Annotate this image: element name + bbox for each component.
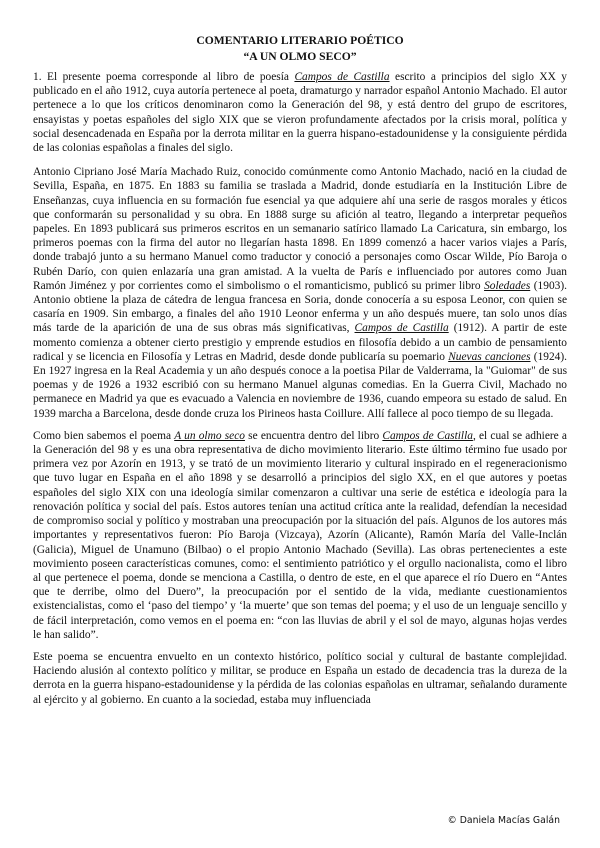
- copyright-footer: © Daniela Macías Galán: [447, 815, 560, 826]
- book-title-soledades: Soledades: [484, 279, 531, 292]
- paragraph-4: Este poema se encuentra envuelto en un contexto histórico, político social y cultural de bastante complejidad. Haciendo alusión al contexto político y militar, se produce en España un estado de decadencia tras la dureza de la derrota en la guerra hispano-estadounidense y la pérdida de las colonias españolas en ultramar, señalando duramente al ejército y al gobierno. En cuanto a la sociedad, estaba muy influenciada: [33, 650, 567, 706]
- document-title: COMENTARIO LITERARIO POÉTICO: [196, 34, 404, 47]
- paragraph-3-text-b: se encuentra dentro del libro: [244, 429, 383, 442]
- book-title-campos-de-castilla: Campos de Castilla: [294, 71, 390, 83]
- paragraph-1-text-a: 1. El presente poema corresponde al libro de poesía: [33, 71, 295, 83]
- book-title-campos-de-castilla: Campos de Castilla: [382, 429, 473, 442]
- paragraph-1-text-b: escrito a principios del siglo XX y publicado en el año 1912, cuya autoría pertenece al poeta, dramaturgo y narrador español Antonio Machado. El autor pertenece a lo que los críticos denominaron como la Generación del 98, y está dentro del grupo de escritores, ensayistas y poetas españoles del siglo XIX que se vieron profundamente afectados por la crisis moral, política y social desencadenada en España por la derrota militar en la guerra hispano-estadounidense y la consiguiente pérdida de las colonias españolas a finales del siglo.: [33, 71, 568, 155]
- paragraph-1: [33, 70, 567, 155]
- document-page: [33, 34, 567, 717]
- paragraph-2-text-c: (1912). A partir de este momento comienza a obtener cierto prestigio y emprende estudios en filosofía debido a un cambio de pensamiento radical y se licencia en Filosofía y Letras en Madrid, desde donde publicaría su poemario: [33, 322, 567, 363]
- paragraph-3: [33, 429, 567, 642]
- paragraph-2-text-a: Antonio Cipriano José María Machado Ruiz, conocido comúnmente como Antonio Machado, nació en la ciudad de Sevilla, España, en 1875. En 1883 su familia se traslada a Madrid, donde estudiaría en la Institución Libre de Enseñanzas, cuya influencia en su formación fue esencial ya que adquiere ahí una serie de rasgos morales y éticos que conformarán su personalidad y su obra. En 1888 surge su afición al teatro, llegando a interpretar pequeños papeles. En 1893 publicará sus primeros escritos en un semanario satírico llamado La Caricatura, sin embargo, los primeros poemas con la firma del autor no llegarían hasta 1898. En 1899 comenzó a hacer varios viajes a París, donde trabajó junto a su hermano Manuel como traductor y conoció a personajes como Oscar Wilde, Pío Baroja o Rubén Darío, con quien enlazaría una gran amistad. A la vuelta de París e influenciado por autores como Juan Ramón Jiménez y por corrientes como el simbolismo o el romanticismo, publicó su primer libro: [33, 166, 567, 292]
- poem-title: “A UN OLMO SECO”: [243, 50, 357, 63]
- book-title-nuevas-canciones: Nuevas canciones: [448, 350, 531, 363]
- poem-title-a-un-olmo-seco: A un olmo seco: [174, 429, 245, 442]
- paragraph-2-text-d: (1924). En 1927 ingresa en la Real Academia y un año después conoce a la poetisa Pilar de Valderrama, la "Guiomar" de sus poemas y de 1926 a 1932 escribió con su hermano Manuel algunas comedias. En la Guerra Civil, Machado no permanece en Madrid ya que es evacuado a Valencia en noviembre de 1936, cuando empeora su estado de salud. En 1939 marcha a Barcelona, desde donde cruza los Pirineos hasta Coillure. Allí fallece al poco tiempo de su llegada.: [33, 350, 567, 420]
- paragraph-2: [33, 165, 567, 421]
- paragraph-3-text-c: , el cual se adhiere a la Generación del 98 y es una obra representativa de dicho movimiento literario. Este último término fue usado por primera vez por Azorín en 1913, y se trató de un movimiento literario y cultural inspirado en el regeneracionismo que tuvo lugar en España en el año 1898 y se desarrolló a principios del siglo XX, en el que autores y poetas españoles del siglo XIX con una ideología similar comenzaron a cultivar una serie de estética e ideología para la renovación política y social del país. Estos autores tenían una actitud crítica ante la realidad, defendían la necesidad de compromiso social y político y mostraban una preocupación por la situación del país. Algunos de los autores más importantes y representativos fueron: Pío Baroja (Vizcaya), Azorín (Alicante), Ramón María del Valle-Inclán (Galicia), Miguel de Unamuno (Bilbao) o el propio Antonio Machado (Sevilla). Las obras pertenecientes a este movimiento poseen características comunes, como: el sentimiento patriótico y el orgullo nacionalista, como el libro al que pertenece el poema, donde se menciona a Castilla, o dentro de este, en el que aparece el río Duero en “Antes que te derribe, olmo del Duero”, la preocupación por el sentido de la vida, mediante cuestionamientos existencialistas, como el ‘paso del tiempo’ y ‘la muerte’ que son temas del poema; y el uso de un lenguaje sencillo y de fácil interpretación, como vemos en el poema en: “con las lluvias de abril y el sol de mayo, algunas hojas verdes le han salido”.: [33, 429, 567, 641]
- book-title-campos-de-castilla: Campos de Castilla: [354, 322, 449, 335]
- paragraph-3-text-a: Como bien sabemos el poema: [33, 429, 175, 442]
- paragraph-2-text-b: (1903). Antonio obtiene la plaza de cátedra de lengua francesa en Soria, donde conocería a su esposa Leonor, con quien se casaría en 1909. Sin embargo, a finales del año 1910 Leonor enferma y un año después muere, tan solo unos días más tarde de la aparición de una de sus obras más significativas,: [33, 279, 567, 335]
